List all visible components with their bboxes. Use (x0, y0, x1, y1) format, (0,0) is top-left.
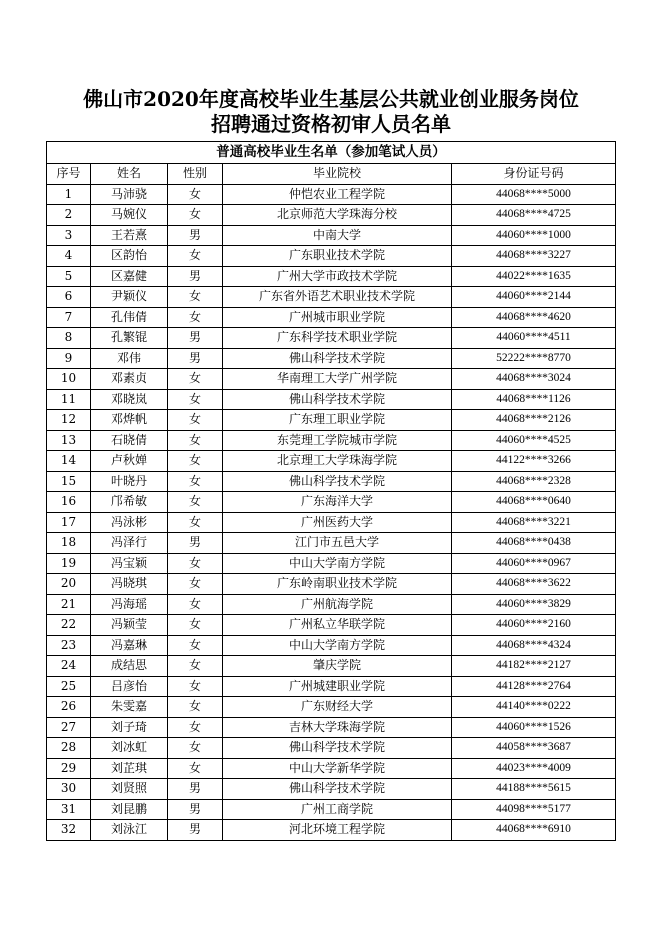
cell-gender: 男 (168, 266, 223, 287)
cell-name: 叶晓丹 (91, 471, 168, 492)
table-row (47, 717, 616, 738)
cell-name: 邓烨帆 (91, 410, 168, 431)
table-row (47, 676, 616, 697)
cell-name: 冯晓琪 (91, 574, 168, 595)
column-header-index: 序号 (47, 164, 91, 185)
cell-gender: 男 (168, 225, 223, 246)
table-row (47, 307, 616, 328)
table-row (47, 553, 616, 574)
cell-index: 17 (47, 512, 91, 533)
cell-index: 5 (47, 266, 91, 287)
cell-school: 中山大学南方学院 (223, 635, 452, 656)
table-row (47, 184, 616, 205)
cell-school: 佛山科学技术学院 (223, 738, 452, 759)
cell-id-number: 44060****2144 (452, 287, 616, 308)
table-subtitle: 普通高校毕业生名单（参加笔试人员） (47, 142, 616, 164)
cell-gender: 女 (168, 717, 223, 738)
table-row (47, 635, 616, 656)
cell-school: 佛山科学技术学院 (223, 779, 452, 800)
table-row (47, 594, 616, 615)
cell-name: 邓素贞 (91, 369, 168, 390)
cell-id-number: 44060****4525 (452, 430, 616, 451)
cell-school: 佛山科学技术学院 (223, 471, 452, 492)
cell-id-number: 44182****2127 (452, 656, 616, 677)
cell-name: 石晓倩 (91, 430, 168, 451)
cell-gender: 女 (168, 451, 223, 472)
cell-name: 刘贤照 (91, 779, 168, 800)
cell-name: 刘泳江 (91, 820, 168, 841)
table-header-row (47, 164, 616, 185)
cell-index: 2 (47, 205, 91, 226)
cell-index: 19 (47, 553, 91, 574)
table-row (47, 410, 616, 431)
table-row (47, 574, 616, 595)
cell-index: 21 (47, 594, 91, 615)
column-header-name: 姓名 (91, 164, 168, 185)
column-header-gender: 性别 (168, 164, 223, 185)
cell-school: 广东理工职业学院 (223, 410, 452, 431)
table-row (47, 512, 616, 533)
cell-id-number: 44068****0640 (452, 492, 616, 513)
cell-name: 朱雯嘉 (91, 697, 168, 718)
cell-name: 冯嘉琳 (91, 635, 168, 656)
cell-school: 广东职业技术学院 (223, 246, 452, 267)
cell-index: 10 (47, 369, 91, 390)
column-header-school: 毕业院校 (223, 164, 452, 185)
document-title-line2: 招聘通过资格初审人员名单 (211, 112, 451, 136)
cell-id-number: 44098****5177 (452, 799, 616, 820)
cell-index: 9 (47, 348, 91, 369)
cell-name: 卢秋婵 (91, 451, 168, 472)
cell-gender: 女 (168, 553, 223, 574)
cell-school: 佛山科学技术学院 (223, 389, 452, 410)
table-row (47, 205, 616, 226)
cell-name: 冯泽行 (91, 533, 168, 554)
cell-index: 15 (47, 471, 91, 492)
cell-name: 冯颖莹 (91, 615, 168, 636)
cell-id-number: 44068****6910 (452, 820, 616, 841)
cell-index: 12 (47, 410, 91, 431)
cell-name: 王若熹 (91, 225, 168, 246)
cell-gender: 女 (168, 205, 223, 226)
cell-school: 东莞理工学院城市学院 (223, 430, 452, 451)
cell-name: 冯宝颖 (91, 553, 168, 574)
cell-school: 广东科学技术职业学院 (223, 328, 452, 349)
cell-gender: 女 (168, 738, 223, 759)
cell-index: 3 (47, 225, 91, 246)
table-row (47, 287, 616, 308)
cell-gender: 女 (168, 430, 223, 451)
cell-gender: 女 (168, 246, 223, 267)
cell-id-number: 44068****5000 (452, 184, 616, 205)
cell-gender: 男 (168, 779, 223, 800)
cell-gender: 女 (168, 656, 223, 677)
cell-name: 冯泳彬 (91, 512, 168, 533)
cell-name: 邝希敏 (91, 492, 168, 513)
cell-id-number: 44060****2160 (452, 615, 616, 636)
cell-gender: 女 (168, 389, 223, 410)
cell-school: 河北环境工程学院 (223, 820, 452, 841)
cell-index: 16 (47, 492, 91, 513)
cell-index: 6 (47, 287, 91, 308)
cell-id-number: 44068****2126 (452, 410, 616, 431)
cell-gender: 女 (168, 758, 223, 779)
cell-school: 江门市五邑大学 (223, 533, 452, 554)
cell-index: 4 (47, 246, 91, 267)
cell-gender: 女 (168, 287, 223, 308)
cell-index: 8 (47, 328, 91, 349)
cell-name: 马沛骁 (91, 184, 168, 205)
table-row (47, 492, 616, 513)
cell-index: 18 (47, 533, 91, 554)
cell-gender: 女 (168, 635, 223, 656)
cell-index: 13 (47, 430, 91, 451)
cell-id-number: 52222****8770 (452, 348, 616, 369)
cell-school: 广州私立华联学院 (223, 615, 452, 636)
table-row (47, 471, 616, 492)
cell-index: 31 (47, 799, 91, 820)
cell-index: 25 (47, 676, 91, 697)
table-row (47, 328, 616, 349)
cell-name: 吕彦怡 (91, 676, 168, 697)
cell-school: 广州工商学院 (223, 799, 452, 820)
cell-id-number: 44140****0222 (452, 697, 616, 718)
cell-name: 马婉仪 (91, 205, 168, 226)
cell-id-number: 44068****1126 (452, 389, 616, 410)
cell-gender: 女 (168, 574, 223, 595)
cell-gender: 男 (168, 820, 223, 841)
table-row (47, 225, 616, 246)
cell-id-number: 44060****0967 (452, 553, 616, 574)
cell-name: 区韵怡 (91, 246, 168, 267)
cell-id-number: 44068****3221 (452, 512, 616, 533)
candidates-table (46, 141, 616, 841)
cell-school: 华南理工大学广州学院 (223, 369, 452, 390)
cell-school: 广州航海学院 (223, 594, 452, 615)
cell-school: 广州城市职业学院 (223, 307, 452, 328)
cell-gender: 男 (168, 799, 223, 820)
cell-id-number: 44060****4511 (452, 328, 616, 349)
cell-name: 孔繁锟 (91, 328, 168, 349)
table-row (47, 348, 616, 369)
cell-index: 22 (47, 615, 91, 636)
cell-id-number: 44023****4009 (452, 758, 616, 779)
cell-index: 20 (47, 574, 91, 595)
cell-school: 广州大学市政技术学院 (223, 266, 452, 287)
cell-school: 北京师范大学珠海分校 (223, 205, 452, 226)
table-row (47, 369, 616, 390)
cell-index: 27 (47, 717, 91, 738)
cell-school: 广东海洋大学 (223, 492, 452, 513)
table-row (47, 451, 616, 472)
table-row (47, 697, 616, 718)
cell-name: 刘冰虹 (91, 738, 168, 759)
cell-name: 成结思 (91, 656, 168, 677)
table-row (47, 266, 616, 287)
cell-school: 仲恺农业工程学院 (223, 184, 452, 205)
cell-school: 佛山科学技术学院 (223, 348, 452, 369)
cell-school: 广东岭南职业技术学院 (223, 574, 452, 595)
cell-school: 肇庆学院 (223, 656, 452, 677)
cell-gender: 女 (168, 369, 223, 390)
table-body (47, 184, 616, 840)
cell-school: 中山大学新华学院 (223, 758, 452, 779)
cell-school: 中山大学南方学院 (223, 553, 452, 574)
cell-id-number: 44068****3227 (452, 246, 616, 267)
cell-id-number: 44058****3687 (452, 738, 616, 759)
cell-school: 中南大学 (223, 225, 452, 246)
cell-index: 29 (47, 758, 91, 779)
cell-gender: 女 (168, 697, 223, 718)
cell-name: 区嘉健 (91, 266, 168, 287)
cell-id-number: 44068****3024 (452, 369, 616, 390)
table-row (47, 799, 616, 820)
table-row (47, 820, 616, 841)
cell-id-number: 44022****1635 (452, 266, 616, 287)
cell-name: 邓伟 (91, 348, 168, 369)
cell-name: 邓晓岚 (91, 389, 168, 410)
cell-name: 孔伟倩 (91, 307, 168, 328)
table-row (47, 779, 616, 800)
cell-index: 11 (47, 389, 91, 410)
cell-name: 冯海瑶 (91, 594, 168, 615)
cell-index: 28 (47, 738, 91, 759)
cell-index: 23 (47, 635, 91, 656)
cell-name: 刘芷琪 (91, 758, 168, 779)
table-row (47, 615, 616, 636)
cell-school: 广州医药大学 (223, 512, 452, 533)
cell-gender: 女 (168, 471, 223, 492)
cell-id-number: 44068****4725 (452, 205, 616, 226)
cell-gender: 女 (168, 512, 223, 533)
table-row (47, 656, 616, 677)
cell-gender: 男 (168, 328, 223, 349)
cell-id-number: 44128****2764 (452, 676, 616, 697)
table-row (47, 758, 616, 779)
table-row (47, 246, 616, 267)
cell-gender: 女 (168, 615, 223, 636)
column-header-id-number: 身份证号码 (452, 164, 616, 185)
cell-gender: 女 (168, 184, 223, 205)
cell-index: 14 (47, 451, 91, 472)
cell-gender: 女 (168, 676, 223, 697)
cell-id-number: 44060****3829 (452, 594, 616, 615)
table-row (47, 430, 616, 451)
cell-school: 吉林大学珠海学院 (223, 717, 452, 738)
cell-gender: 女 (168, 594, 223, 615)
cell-name: 刘子琦 (91, 717, 168, 738)
cell-gender: 女 (168, 410, 223, 431)
cell-index: 1 (47, 184, 91, 205)
cell-gender: 男 (168, 533, 223, 554)
cell-index: 30 (47, 779, 91, 800)
cell-index: 7 (47, 307, 91, 328)
cell-id-number: 44068****4324 (452, 635, 616, 656)
cell-id-number: 44068****0438 (452, 533, 616, 554)
cell-index: 26 (47, 697, 91, 718)
cell-gender: 女 (168, 307, 223, 328)
cell-id-number: 44188****5615 (452, 779, 616, 800)
document-title-line1: 佛山市2020年度高校毕业生基层公共就业创业服务岗位 (83, 87, 579, 111)
cell-school: 北京理工大学珠海学院 (223, 451, 452, 472)
cell-id-number: 44068****4620 (452, 307, 616, 328)
cell-school: 广东财经大学 (223, 697, 452, 718)
cell-id-number: 44060****1526 (452, 717, 616, 738)
table-row (47, 533, 616, 554)
cell-id-number: 44060****1000 (452, 225, 616, 246)
cell-index: 24 (47, 656, 91, 677)
cell-name: 尹颖仪 (91, 287, 168, 308)
cell-name: 刘昆鹏 (91, 799, 168, 820)
cell-id-number: 44068****2328 (452, 471, 616, 492)
cell-id-number: 44068****3622 (452, 574, 616, 595)
cell-school: 广州城建职业学院 (223, 676, 452, 697)
cell-id-number: 44122****3266 (452, 451, 616, 472)
table-row (47, 389, 616, 410)
cell-gender: 女 (168, 492, 223, 513)
table-row (47, 738, 616, 759)
cell-index: 32 (47, 820, 91, 841)
cell-gender: 男 (168, 348, 223, 369)
cell-school: 广东省外语艺术职业技术学院 (223, 287, 452, 308)
